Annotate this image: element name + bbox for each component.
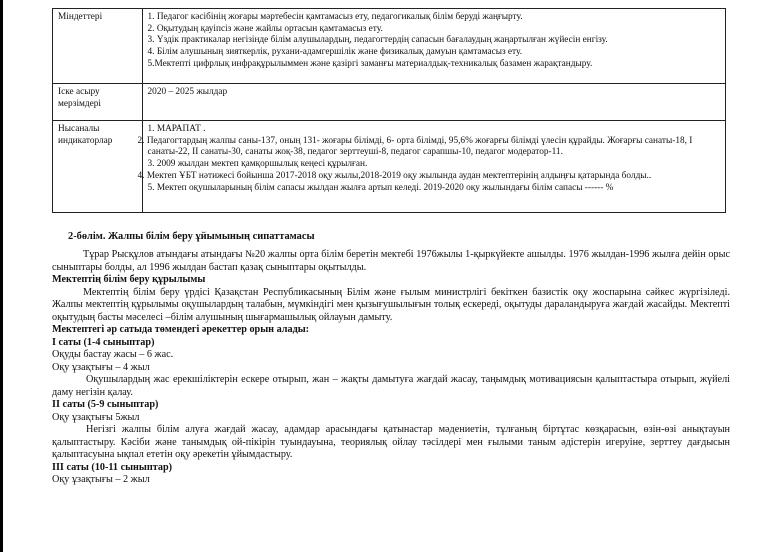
stage-1-paragraph: Оқушылардың жас ерекшіліктерін ескере отырып, жан – жақты дамытуға жағдай жасау, таңымдық мотивациясын қалыптастыра отырып, жүйелі даму негізін қалау.: [52, 374, 730, 398]
left-page-edge: [0, 0, 3, 552]
period-label: [53, 84, 143, 121]
task-item: 4. Білім алушының зияткерлік, рухани-адамгершілік және физикалық дамуын қамтамасыз ету.: [147, 47, 523, 58]
period-label-line: мерзімдері: [58, 98, 101, 109]
task-item: 1. Педагог кәсібінің жоғары мәртебесін қамтамасыз ету, педагогикалық білім беруді жаңғырту.: [147, 12, 523, 22]
tasks-list: [148, 12, 721, 71]
task-item: 3. Үздік практикалар негізінде білім алушылардың, педагогтердің сапасын бағалаудың жаңартылған жүйесін енгізу.: [147, 35, 608, 46]
program-table: [52, 8, 726, 213]
task-item: 5.Мектепті цифрлық инфрақұрылыммен және қазіргі заманғы материалдық-техникалық базамен жарақтандыру.: [147, 58, 593, 69]
table-row-period: [53, 84, 726, 121]
structure-heading: Мектептің білім беру құрылымы: [52, 274, 206, 285]
structure-paragraph: Мектептің білім беру үрдісі Қазақстан Республикасының Білім және ғылым министрлігі бекіткен базистік оқу жоспарына сәйкес жүргізіледі. Жалпы мектептің құрылымы оқушылардың талабын, мүмкіндігі мен қызығушылығын толық ескереді, оқытуды дараландыруға жағдай жасайды. Мектепті оқытудың басты мәселесі –білім алушының шығармашылық ойлауын дамыту.: [52, 286, 730, 323]
indicator-item: 2. Педагогтардың жалпы саны-137, оның 131- жоғары білімді, 6- орта білімді, 95,6% жоғарғы білімді үлесін құрайды. Жоғарғы санаты-18, І санаты-22, ІІ санаты-30, санаты жоқ-38, педагог зерттеуші-8, педагог сарапшы-10, педагог модератор-11.: [137, 135, 693, 158]
stage-2-paragraph: Негізгі жалпы білім алуға жағдай жасау, адамдар арасындағы қатынастар мәдениетін, тұлғаның біртұтас көзқарасын, өзін-өзі анықтауын қалыптастыру. Кәсіби және танымдық ой-пікірін туындауына, теориялық ойлау тәсілдері мен ғылыми таным әдістерін игеруіне, зерттеу дағдысын қалыптасуына ықпал ететін оқу әрекетін ұйымдастыру.: [52, 424, 730, 460]
stage-2-duration: Оқу ұзақтығы 5жыл: [52, 411, 140, 423]
tasks-label: Міндеттері: [53, 9, 143, 84]
indicator-item: 3. 2009 жылдан мектеп қамқоршылық кеңесі құрылған.: [147, 159, 368, 170]
indicator-item: 5. Мектеп оқушыларының білім сапасы жылдан жылға артып келеді. 2019-2020 оқу жылындағы білім сапасы ------ %: [147, 182, 614, 193]
indicators-label: [53, 121, 143, 213]
stage-1-duration: Оқу ұзақтығы – 4 жыл: [52, 361, 150, 373]
stages-heading: Мектептегі әр сатыда төмендегі әрекеттер орын алады:: [52, 324, 310, 335]
history-paragraph: Тұрар Рысқұлов атындағы атындағы №20 жалпы орта білім беретін мектебі 1976жылы 1-қыркүйекте ашылды. 1976 жылдан-1996 жылға дейін орыс сыныптары болды, ал 1996 жылдан бастап қазақ сыныптары оқытылды.: [52, 249, 730, 273]
table-row-tasks: [53, 9, 726, 84]
indicator-item: 1. МАРАПАТ .: [147, 124, 206, 134]
task-item: 2. Оқытудың қауіпсіз және жайлы ортасын қамтамасыз ету.: [147, 23, 383, 34]
tasks-cell: [142, 9, 725, 84]
stage-2-heading: ІІ саты (5-9 сыныптар): [52, 399, 159, 410]
indicators-label-line: Нысаналы: [58, 124, 100, 134]
indicator-item: 4. Мектеп ҰБТ нәтижесі бойынша 2017-2018 оқу жылы,2018-2019 оқу жылында аудан мектептерінің алдыңғы қатарында болды..: [137, 170, 652, 181]
stage-1-heading: І саты (1-4 сыныптар): [52, 336, 155, 348]
period-value: 2020 – 2025 жылдар: [142, 84, 725, 121]
section-title: 2-бөлім. Жалпы білім беру ұйымының сипаттамасы: [68, 231, 315, 242]
indicators-label-line: индикаторлар: [58, 135, 113, 146]
stage-3-heading: ІІІ саты (10-11 сыныптар): [52, 461, 173, 473]
indicators-list: [137, 124, 721, 194]
section-body: [52, 249, 730, 487]
stage-3-duration: Оқу ұзақтығы – 2 жыл: [52, 474, 150, 485]
period-label-line: Іске асыру: [58, 87, 100, 97]
stage-1-age: Оқуды бастау жасы – 6 жас.: [52, 349, 174, 360]
table-row-indicators: [53, 121, 726, 213]
indicators-cell: [137, 121, 725, 213]
